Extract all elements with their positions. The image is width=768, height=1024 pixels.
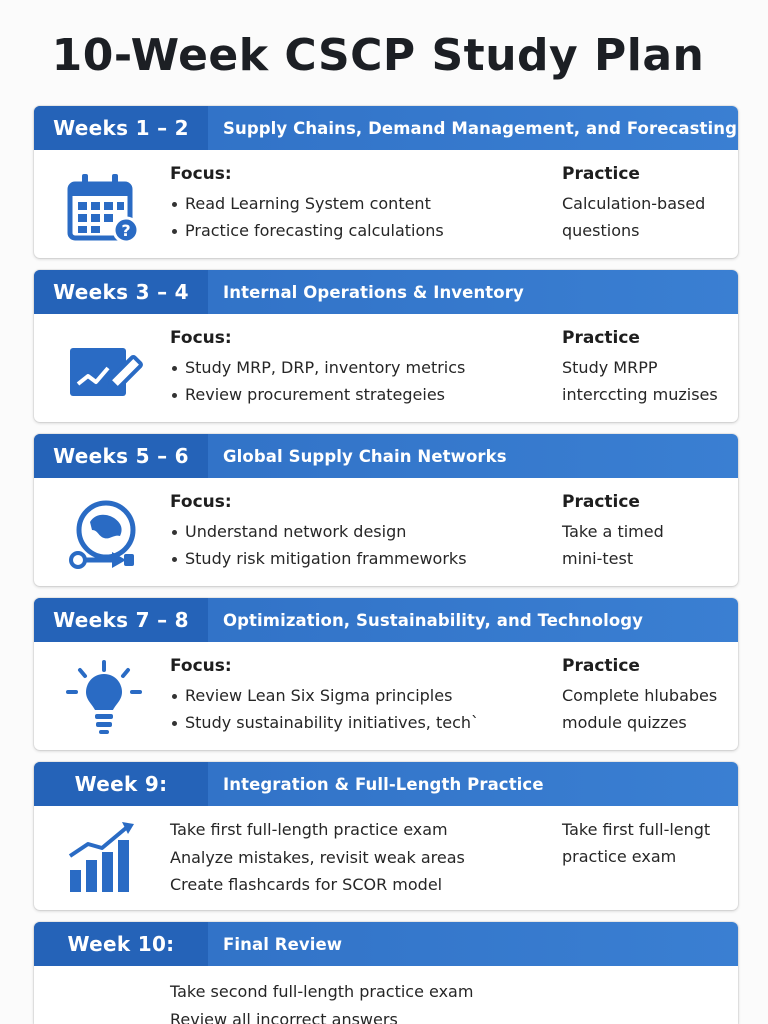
week-range-label: Week 10: <box>34 922 208 966</box>
week-card-header <box>34 106 738 150</box>
bar-chart-trend-icon <box>64 818 144 898</box>
week-card-3-4 <box>34 270 738 422</box>
week-card-5-6 <box>34 434 738 586</box>
focus-item: Read Learning System content <box>170 190 550 217</box>
practice-line: Calculation-based <box>562 194 706 213</box>
week-topic: Integration & Full-Length Practice <box>223 774 544 794</box>
focus-label: Focus: <box>170 328 232 348</box>
chart-pencil-icon <box>64 332 144 412</box>
practice-line: Take a timed <box>562 522 664 541</box>
task-item: Analyze mistakes, revisit weak areas <box>170 847 465 867</box>
focus-item: Review Lean Six Sigma principles <box>170 682 550 709</box>
week-range-label: Weeks 7 – 8 <box>34 598 208 642</box>
practice-text <box>562 518 738 572</box>
practice-label: Practice <box>562 492 640 512</box>
practice-text <box>562 190 738 244</box>
focus-label: Focus: <box>170 164 232 184</box>
practice-label: Practice <box>562 328 640 348</box>
practice-text <box>562 354 738 408</box>
focus-item: Study MRP, DRP, inventory metrics <box>170 354 550 381</box>
focus-label: Focus: <box>170 656 232 676</box>
practice-label: Practice <box>562 656 640 676</box>
task-item: Take second full-length practice exam <box>170 982 474 1001</box>
week-card-1-2 <box>34 106 738 258</box>
practice-line: Study MRPP <box>562 358 658 377</box>
practice-line: practice exam <box>562 847 677 866</box>
focus-label: Focus: <box>170 492 232 512</box>
practice-line: questions <box>562 221 640 240</box>
task-item: Create flashcards for SCOR model <box>170 875 443 894</box>
practice-line: module quizzes <box>562 713 687 732</box>
calendar-icon <box>64 168 144 248</box>
page-title: 10-Week CSCP Study Plan <box>51 30 705 81</box>
week-topic: Optimization, Sustainability, and Technology <box>223 610 644 630</box>
svg-text:?: ? <box>121 221 131 240</box>
focus-item: Understand network design <box>170 518 550 545</box>
week-topic: Global Supply Chain Networks <box>223 446 507 466</box>
focus-item: Practice forecasting calculations <box>170 217 550 244</box>
week-card-header <box>34 762 738 806</box>
week-range-label: Weeks 1 – 2 <box>34 106 208 150</box>
task-item: Review all incorrect answers <box>170 1009 398 1024</box>
week-card-10 <box>34 922 738 1024</box>
week-topic: Internal Operations & Inventory <box>223 282 524 302</box>
practice-line: interccting muzises <box>562 385 718 404</box>
practice-line: mini-test <box>562 549 634 568</box>
focus-item: Review procurement strategeies <box>170 381 550 408</box>
focus-item: Study sustainability initiatives, tech` <box>170 709 550 736</box>
practice-text <box>562 682 738 736</box>
task-item: Take first full-length practice exam <box>170 820 448 839</box>
focus-item: Study risk mitigation frammeworks <box>170 545 550 572</box>
week-range-label: Weeks 5 – 6 <box>34 434 208 478</box>
week-card-9 <box>34 762 738 910</box>
practice-line: Take first full-lengt <box>562 820 711 839</box>
week-card-header <box>34 922 738 966</box>
week-topic: Supply Chains, Demand Management, and Forecasting <box>223 118 738 138</box>
week-card-header <box>34 598 738 642</box>
week-card-header <box>34 434 738 478</box>
lightbulb-icon <box>64 660 144 740</box>
practice-label: Practice <box>562 164 640 184</box>
practice-text <box>562 816 738 870</box>
week-card-7-8 <box>34 598 738 750</box>
week-range-label: Weeks 3 – 4 <box>34 270 208 314</box>
week-card-header <box>34 270 738 314</box>
practice-line: Complete hlubabes <box>562 686 718 705</box>
globe-network-icon <box>64 496 144 576</box>
week-range-label: Week 9: <box>34 762 208 806</box>
week-topic: Final Review <box>223 934 343 954</box>
